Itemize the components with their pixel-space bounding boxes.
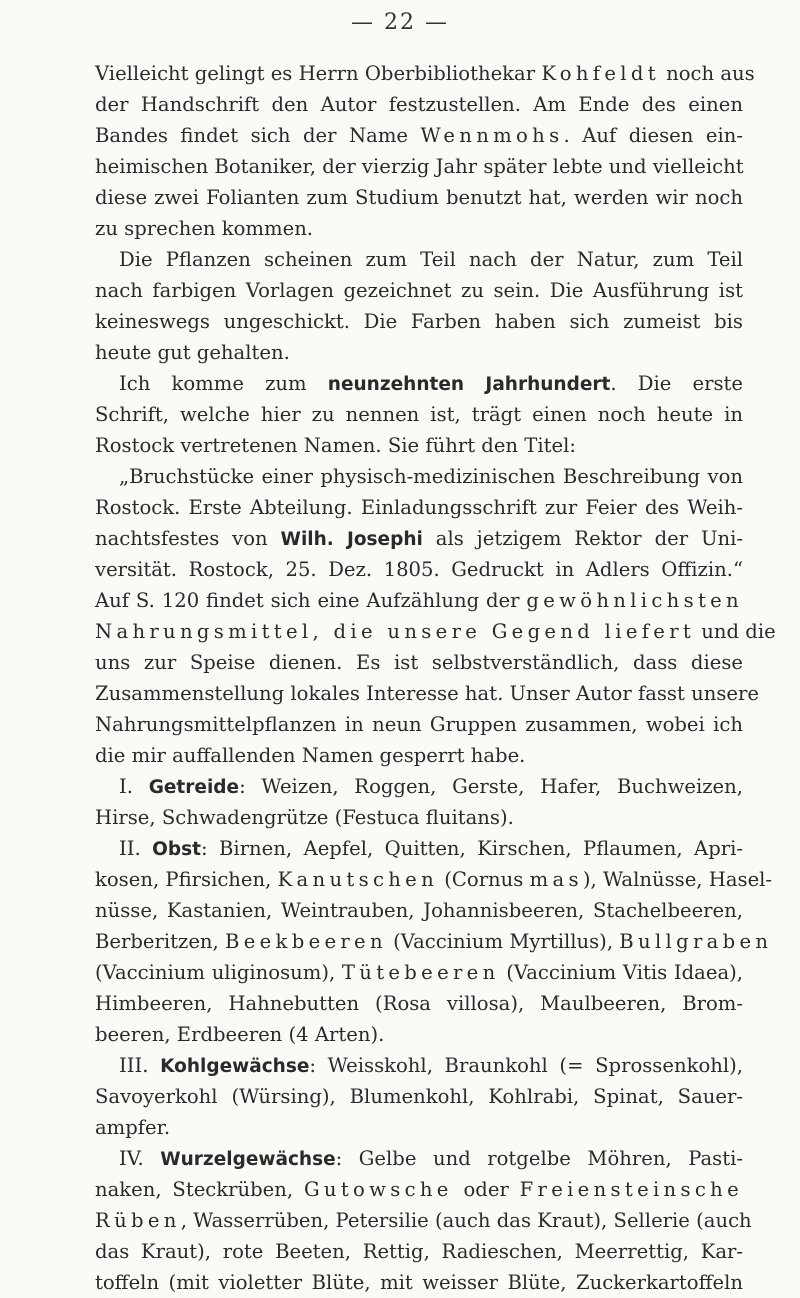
text-line [95, 492, 743, 523]
text-segment: II. [119, 837, 153, 860]
bold-term: Wurzelgewächse [160, 1149, 336, 1170]
text-segment: III. [119, 1054, 161, 1077]
body-text [95, 58, 776, 1298]
text-segment: oder [452, 1178, 520, 1201]
text-segment: nüsse, Kastanien, Weintrauben, Johannisbeeren, Stachelbeeren, [95, 899, 743, 922]
spaced-term: Kanutschen [277, 868, 439, 891]
text-line [95, 895, 743, 926]
spaced-term: Beekbeeren [225, 930, 387, 953]
text-segment: ), Walnüsse, Hasel- [582, 868, 773, 891]
text-segment: beeren, Erdbeeren (4 Arten). [95, 1023, 385, 1046]
text-segment: ampfer. [95, 1116, 171, 1139]
text-segment: kosen, Pfirsichen, [95, 868, 278, 891]
text-line [95, 368, 743, 399]
text-segment: zu sprechen kommen. [95, 217, 314, 240]
text-segment: Ich komme zum [119, 372, 328, 395]
text-line [95, 988, 743, 1019]
text-line [95, 1174, 743, 1205]
text-line [95, 926, 773, 957]
text-segment: Hirse, Schwadengrütze (Festuca fluitans). [95, 806, 514, 829]
text-segment: Zusammenstellung lokales Interesse hat. Unser Autor fasst unsere [95, 682, 759, 705]
text-segment: Bandes findet sich der Name [95, 124, 421, 147]
text-segment: : Gelbe und rotgelbe Möhren, Pasti- [335, 1147, 743, 1170]
text-segment: Berberitzen, [95, 930, 225, 953]
text-line [95, 430, 743, 461]
text-line [95, 678, 759, 709]
text-line [95, 1050, 743, 1081]
text-line [95, 58, 755, 89]
text-segment: und die [695, 620, 776, 643]
spaced-term: Bullgraben [619, 930, 773, 953]
text-segment: : Weisskohl, Braunkohl (= Sprossenkohl), [309, 1054, 743, 1077]
text-segment: I. [119, 775, 149, 798]
text-segment: : Birnen, Aepfel, Quitten, Kirschen, Pflaumen, Apri- [200, 837, 743, 860]
text-segment: uns zur Speise dienen. Es ist selbstverständlich, dass diese [95, 651, 743, 674]
text-segment: Savoyerkohl (Würsing), Blumenkohl, Kohlrabi, Spinat, Sauer- [95, 1085, 743, 1108]
text-segment: Auf S. 120 findet sich eine Aufzählung der [95, 589, 527, 612]
text-segment: naken, Steckrüben, [95, 1178, 304, 1201]
text-line [95, 957, 743, 988]
text-line [95, 306, 743, 337]
text-segment: , Wasserrüben, Petersilie (auch das Kraut), Sellerie (auch [180, 1209, 752, 1232]
text-line [95, 1143, 743, 1174]
text-segment: noch aus [659, 62, 755, 85]
bold-term: Wilh. Josephi [280, 529, 423, 550]
text-line [95, 1112, 743, 1143]
text-line [95, 864, 773, 895]
text-line [95, 1205, 752, 1236]
text-segment: . Die erste [610, 372, 743, 395]
text-segment: : Weizen, Roggen, Gerste, Hafer, Buchweizen, [239, 775, 743, 798]
text-segment: Die Pflanzen scheinen zum Teil nach der Natur, zum Teil [119, 248, 743, 271]
text-segment: nachtsfestes von [95, 527, 281, 550]
text-segment: diese zwei Folianten zum Studium benutzt hat, werden wir noch [95, 186, 743, 209]
text-line [95, 1081, 743, 1112]
text-line [95, 616, 776, 647]
text-line [95, 461, 743, 492]
text-segment: keineswegs ungeschickt. Die Farben haben sich zumeist bis [95, 310, 743, 333]
text-segment: „Bruchstücke einer physisch-medizinischen Beschreibung von [119, 465, 743, 488]
text-line [95, 89, 743, 120]
text-line [95, 1236, 743, 1267]
text-segment: (Cornus [438, 868, 530, 891]
text-segment: nach farbigen Vorlagen gezeichnet zu sein. Die Ausführung ist [95, 279, 743, 302]
text-segment: . Auf diesen ein- [563, 124, 744, 147]
text-segment: heimischen Botaniker, der vierzig Jahr später lebte und vielleicht [95, 155, 744, 178]
text-segment: Vielleicht gelingt es Herrn Oberbibliothekar [95, 62, 542, 85]
text-line [95, 1019, 743, 1050]
spaced-term: Kohfeldt [541, 62, 660, 85]
bold-term: Kohlgewächse [160, 1056, 310, 1077]
text-line [95, 833, 743, 864]
text-segment: Rostock. Erste Abteilung. Einladungsschrift zur Feier des Weih- [95, 496, 743, 519]
text-line [95, 399, 743, 430]
text-line [95, 151, 743, 182]
text-line [95, 120, 743, 151]
text-line [95, 554, 743, 585]
text-line [95, 244, 743, 275]
text-line [95, 709, 743, 740]
text-segment: IV. [119, 1147, 161, 1170]
text-segment: der Handschrift den Autor festzustellen. Am Ende des einen [95, 93, 743, 116]
spaced-term: Tütebeeren [341, 961, 500, 984]
text-segment: Himbeeren, Hahnebutten (Rosa villosa), Maulbeeren, Brom- [95, 992, 743, 1015]
text-segment: als jetzigem Rektor der Uni- [422, 527, 743, 550]
text-line [95, 740, 743, 771]
bold-term: Getreide [148, 777, 240, 798]
spaced-term: mas [529, 868, 583, 891]
text-segment: die mir auffallenden Namen gesperrt habe. [95, 744, 526, 767]
text-line [95, 1267, 743, 1298]
text-segment: das Kraut), rote Beeten, Rettig, Radieschen, Meerrettig, Kar- [95, 1240, 743, 1263]
spaced-term: Rüben [95, 1209, 181, 1232]
text-segment: versität. Rostock, 25. Dez. 1805. Gedruckt in Adlers Offizin.“ [95, 558, 743, 581]
text-line [95, 802, 743, 833]
spaced-term: gewöhnlichsten [526, 589, 743, 612]
bold-term: Obst [152, 839, 201, 860]
text-line [95, 647, 743, 678]
text-segment: (Vaccinium uliginosum), [95, 961, 342, 984]
text-line [95, 213, 743, 244]
text-line [95, 182, 743, 213]
text-segment: toffeln (mit violetter Blüte, mit weisser Blüte, Zuckerkartoffeln [95, 1271, 743, 1294]
text-segment: Rostock vertretenen Namen. Sie führt den Titel: [95, 434, 576, 457]
text-segment: Schrift, welche hier zu nennen ist, trägt einen noch heute in [95, 403, 743, 426]
text-line [95, 523, 743, 554]
text-line [95, 585, 743, 616]
text-line [95, 275, 743, 306]
page-number: — 22 — [351, 10, 449, 35]
bold-term: neunzehnten Jahrhundert [327, 374, 611, 395]
text-segment: heute gut gehalten. [95, 341, 290, 364]
text-segment: (Vaccinium Myrtillus), [386, 930, 620, 953]
spaced-term: Nahrungsmittel, die unsere Gegend liefert [95, 620, 696, 643]
spaced-term: Freiensteinsche [519, 1178, 743, 1201]
text-line [95, 337, 743, 368]
spaced-term: Gutowsche [303, 1178, 453, 1201]
text-line [95, 771, 743, 802]
spaced-term: Wennmohs [420, 124, 564, 147]
text-segment: Nahrungsmittelpflanzen in neun Gruppen zusammen, wobei ich [95, 713, 743, 736]
text-segment: (Vaccinium Vitis Idaea), [499, 961, 743, 984]
